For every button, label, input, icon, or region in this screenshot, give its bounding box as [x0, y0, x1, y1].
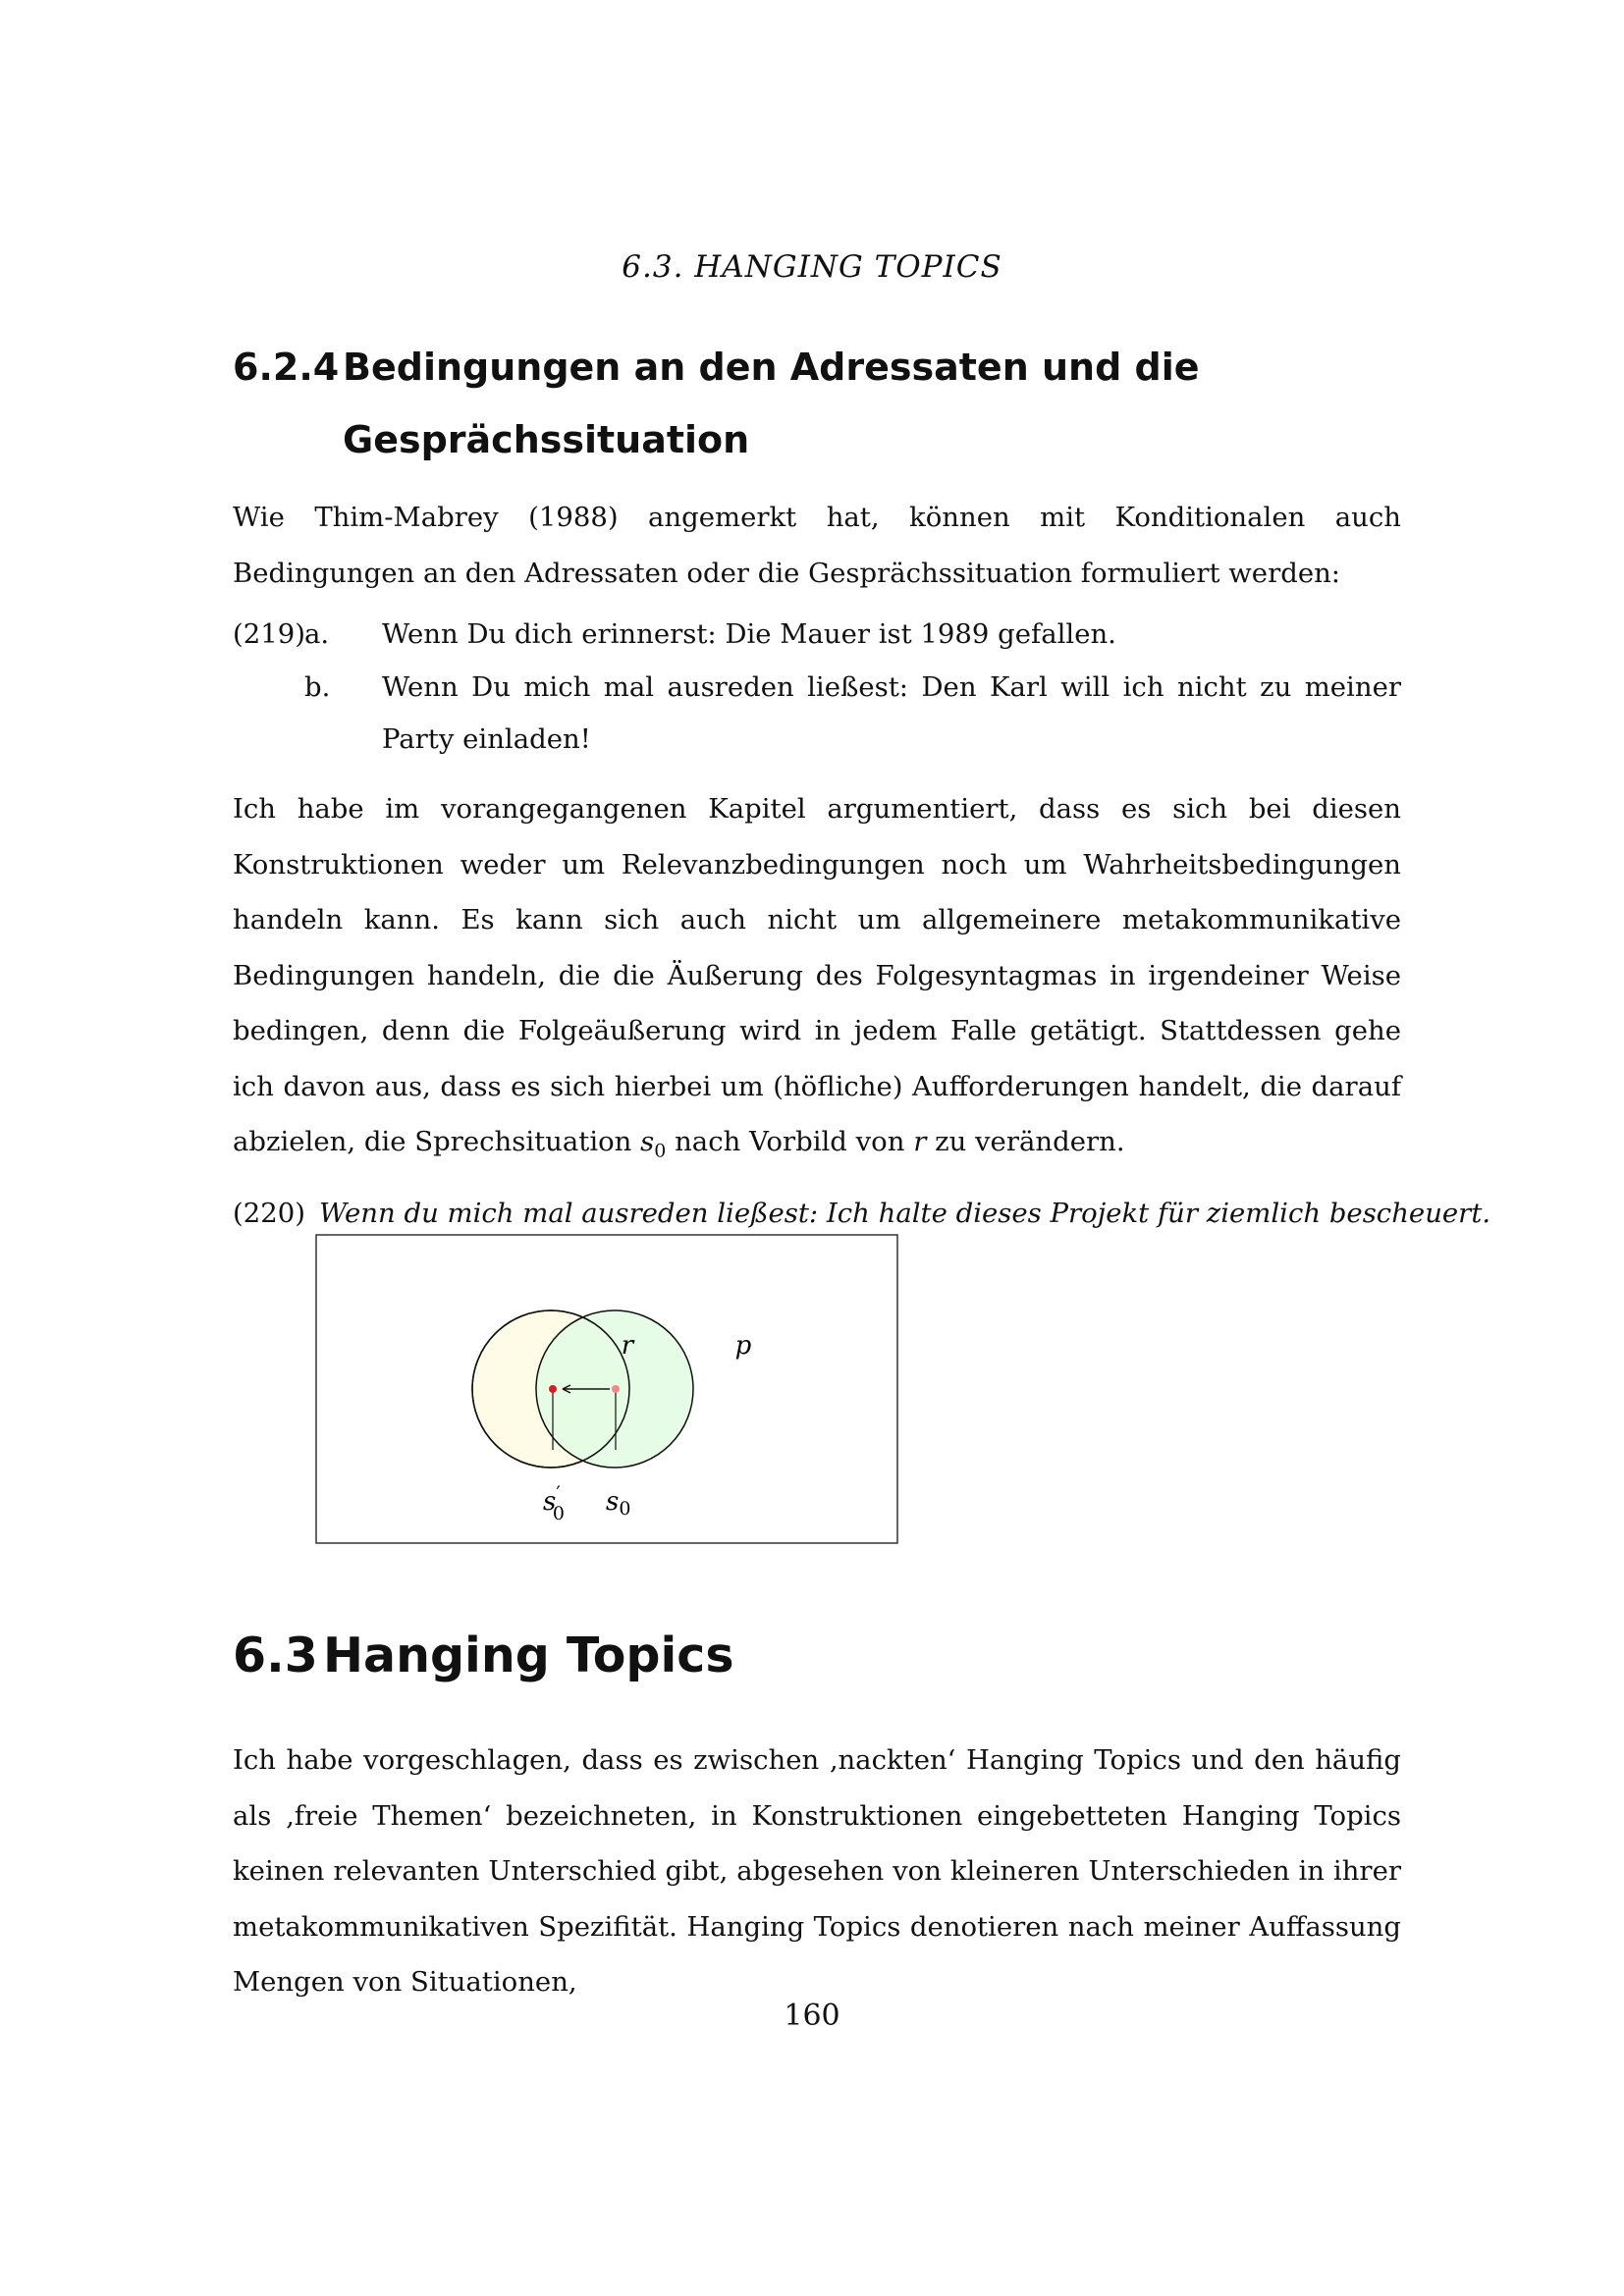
subsection-number: 6.2.4 — [233, 346, 340, 389]
section-title: Hanging Topics — [323, 1628, 734, 1683]
venn-diagram — [315, 1234, 898, 1544]
point-s0-prime — [549, 1385, 557, 1393]
label-s0-prime: s′ 0 — [543, 1481, 565, 1524]
page-number: 160 — [784, 1999, 840, 2033]
subsection-heading — [233, 331, 1411, 476]
example-number: (219) — [233, 618, 305, 650]
venn-figure — [315, 1234, 898, 1544]
subsection-title-line2: Gesprächssituation — [343, 418, 750, 461]
example-number: (220) — [233, 1198, 305, 1229]
example-text: Wenn du mich mal ausreden ließest: Ich halte dieses Projekt für ziemlich bescheuert. — [319, 1198, 1491, 1229]
paragraph-hanging-topics: Ich habe vorgeschlagen, dass es zwischen ‚nackten‘ Hanging Topics und den häufig als ‚freie Themen‘ bezeichneten, in Konstruktionen eingebetteten Hanging Topics keinen relevanten Unterschied gibt, abgesehen von kleineren Unterschieden in ihrer metakommunikativen Spezifität. Hanging Topics denotieren nach meiner Auffassung Mengen von Situationen, — [233, 1744, 1401, 1998]
subsection-title-line1: Bedingungen an den Adressaten und die — [343, 346, 1200, 389]
section-heading — [233, 1628, 734, 1683]
label-s0: s0 — [606, 1487, 631, 1520]
running-head: 6.3. HANGING TOPICS — [622, 249, 1002, 285]
example-text-b: Wenn Du mich mal ausreden ließest: Den Karl will ich nicht zu meiner Party einladen! — [382, 671, 1401, 755]
label-r: r — [621, 1331, 634, 1361]
point-s0 — [612, 1385, 620, 1393]
example-label-a: a. — [304, 618, 330, 650]
example-219-a — [233, 609, 1401, 661]
math-s0: $s_0$ — [640, 1126, 667, 1162]
paragraph-argument: Ich habe im vorangegangenen Kapitel argumentiert, dass es sich bei diesen Konstruktionen weder um Relevanzbedingungen noch um Wahrheitsbedingungen handeln kann. Es kann sich auch nicht um allgemeinere metakommunikative Bedingungen handeln, die die Äußerung des Folgesyntagmas in irgendeiner Weise bedingen, denn die Folgeäußerung wird in jedem Falle getätigt. Stattdessen gehe ich davon aus, dass es sich hierbei um (höfliche) Aufforderungen handelt, die darauf abzielen, die Sprechsituation $s_0$ nach Vorbild von r zu verändern. — [233, 793, 1401, 1162]
example-text-a: Wenn Du dich erinnerst: Die Mauer ist 1989 gefallen. — [382, 618, 1116, 650]
paragraph-intro: Wie Thim-Mabrey (1988) angemerkt hat, können mit Konditionalen auch Bedingungen an den Adressaten oder die Gesprächssituation formuliert werden: — [233, 502, 1401, 589]
example-219-b — [233, 662, 1401, 770]
example-label-b: b. — [304, 671, 331, 703]
section-number: 6.3 — [233, 1628, 318, 1683]
label-p: p — [734, 1331, 752, 1361]
math-r: r — [913, 1126, 927, 1157]
paragraph-argument-text: Ich habe im vorangegangenen Kapitel argumentiert, dass es sich bei diesen Konstruktionen weder um Relevanzbedingungen noch um Wahrheitsbedingungen handeln kann. Es kann sich auch nicht um allgemeinere metakommunikative Bedingungen handeln, die die Äußerung des Folgesyntagmas in irgendeiner Weise bedingen, denn die Folgeäußerung wird in jedem Falle getätigt. Stattdessen gehe ich davon aus, dass es sich hierbei um (höfliche) Aufforderungen handelt, die darauf abzielen, die Sprechsituation — [233, 793, 1401, 1157]
